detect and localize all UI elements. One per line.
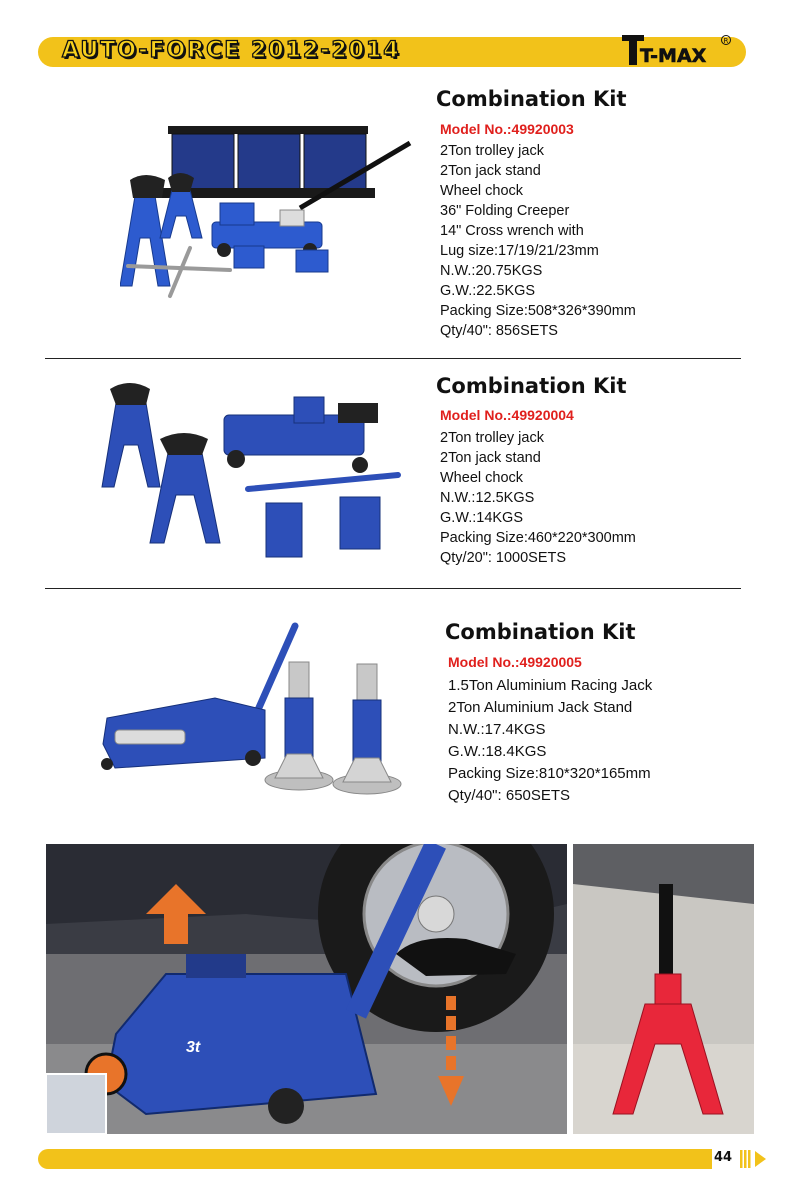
spec-item: 36" Folding Creeper xyxy=(440,203,570,219)
spec-item: 1.5Ton Aluminium Racing Jack xyxy=(448,677,653,694)
spec-item: 2Ton jack stand xyxy=(440,163,541,179)
spec-item: Packing Size:810*320*165mm xyxy=(448,765,651,782)
spec-item: Wheel chock xyxy=(440,183,524,199)
spec-item: N.W.:20.75KGS xyxy=(440,263,543,279)
spec-item: 14" Cross wrench with xyxy=(440,223,584,239)
model-number: Model No.:49920003 xyxy=(440,121,574,137)
spec-list xyxy=(440,141,636,341)
product-photo-49920004 xyxy=(88,375,408,565)
spec-item: G.W.:14KGS xyxy=(440,510,523,526)
product-photo-49920005 xyxy=(95,618,415,808)
section-divider xyxy=(45,358,741,359)
spec-item: 2Ton trolley jack xyxy=(440,430,544,446)
tmax-logo xyxy=(618,33,736,69)
spec-item: N.W.:12.5KGS xyxy=(440,490,535,506)
spec-item: 2Ton Aluminium Jack Stand xyxy=(448,699,633,716)
section-divider xyxy=(45,588,741,589)
next-arrow-icon xyxy=(755,1151,766,1167)
spec-item: Qty/20": 1000SETS xyxy=(440,550,567,566)
product-title: Combination Kit xyxy=(436,374,627,398)
spec-list xyxy=(448,675,652,807)
aluminium-jack-stand xyxy=(333,664,401,794)
spec-item: Lug size:17/19/21/23mm xyxy=(440,243,599,259)
spec-item: Qty/40": 650SETS xyxy=(448,787,571,804)
catalog-title: AUTO-FORCE 2012-2014 xyxy=(62,38,401,63)
photo-trolley-jack-in-use xyxy=(46,844,567,1134)
wheel-chock xyxy=(340,497,380,549)
spec-item: Packing Size:460*220*300mm xyxy=(440,530,636,546)
inset-photo xyxy=(46,1074,106,1134)
product-title: Combination Kit xyxy=(445,620,636,644)
spec-item: 2Ton trolley jack xyxy=(440,143,544,159)
model-number: Model No.:49920004 xyxy=(440,407,574,423)
spec-list xyxy=(440,428,636,568)
wheel-chock xyxy=(234,246,264,268)
spec-item: G.W.:22.5KGS xyxy=(440,283,536,299)
jack-stand-pair xyxy=(102,383,220,543)
cross-wrench xyxy=(128,248,230,296)
jack-capacity-badge: 3t xyxy=(186,1039,201,1056)
spec-item: G.W.:18.4KGS xyxy=(448,743,547,760)
spec-item: N.W.:17.4KGS xyxy=(448,721,546,738)
page-number: 44 xyxy=(714,1150,733,1165)
spec-item: Wheel chock xyxy=(440,470,524,486)
trolley-jack xyxy=(224,397,398,489)
footer-bar xyxy=(38,1149,768,1169)
photo-jack-stand-in-use xyxy=(573,844,754,1134)
spec-item: Packing Size:508*326*390mm xyxy=(440,303,636,319)
logo-text: T-MAX xyxy=(640,45,707,67)
racing-jack xyxy=(101,626,295,770)
aluminium-jack-stand xyxy=(265,662,333,790)
svg-text:R: R xyxy=(723,37,729,45)
folding-creeper xyxy=(160,126,410,208)
spec-item: Qty/40": 856SETS xyxy=(440,323,558,339)
wheel-chock xyxy=(266,503,302,557)
spec-item: 2Ton jack stand xyxy=(440,450,541,466)
product-title: Combination Kit xyxy=(436,87,627,111)
trolley-jack xyxy=(212,203,322,257)
model-number: Model No.:49920005 xyxy=(448,654,582,670)
product-photo-49920003 xyxy=(120,118,420,308)
wheel-chock xyxy=(296,250,328,272)
stripes-icon xyxy=(740,1150,754,1168)
